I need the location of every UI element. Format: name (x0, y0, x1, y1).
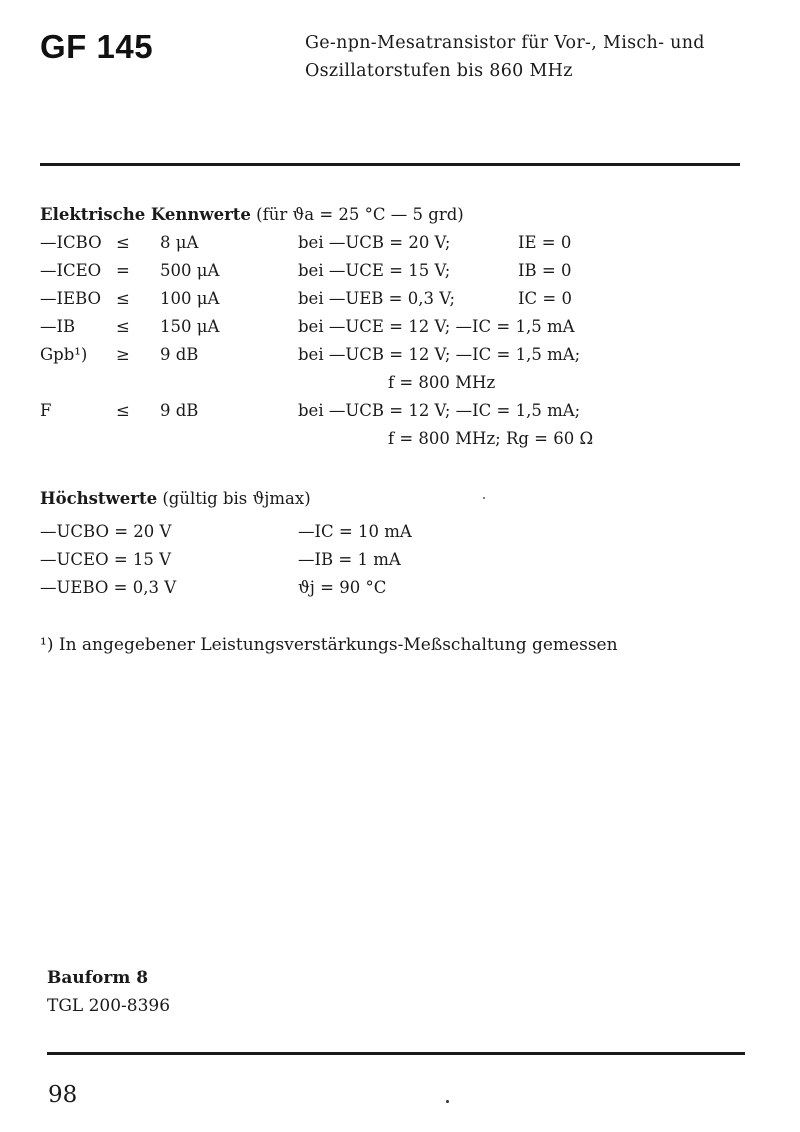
type-code-title: GF 145 (40, 28, 154, 65)
footnote: ¹) In angegebener Leistungsverstärkungs-Meßschaltung gemessen (40, 635, 618, 655)
relation-sign: = (116, 261, 130, 280)
condition-secondary: IE = 0 (518, 233, 572, 252)
max-rating-left: —UCEO = 15 V (40, 550, 172, 569)
condition-text: bei —UCB = 20 V; (298, 233, 451, 252)
relation-sign: ≤ (116, 401, 130, 420)
relation-sign: ≤ (116, 289, 130, 308)
condition-text: bei —UCB = 12 V; —IC = 1,5 mA; (298, 345, 581, 364)
max-rating-right: ϑj = 90 °C (298, 578, 387, 597)
param-value: 9 dB (160, 345, 199, 364)
electrical-heading-rest: (für ϑa = 25 °C — 5 grd) (256, 205, 464, 224)
relation-sign: ≤ (116, 317, 130, 336)
maximum-heading (40, 489, 311, 508)
description-line-1: Ge-npn-Mesatransistor für Vor-, Misch- und (305, 33, 705, 53)
param-symbol: —ICEO (40, 261, 102, 280)
condition-secondary: IC = 0 (518, 289, 572, 308)
param-symbol: —ICBO (40, 233, 102, 252)
param-value: 9 dB (160, 401, 199, 420)
condition-text: bei —UCE = 12 V; —IC = 1,5 mA (298, 317, 575, 336)
max-rating-left: —UCBO = 20 V (40, 522, 172, 541)
speck-mark (483, 497, 485, 499)
speck-mark-bottom (446, 1100, 449, 1103)
max-rating-right: —IC = 10 mA (298, 522, 412, 541)
electrical-heading (40, 205, 464, 224)
package-standard: TGL 200-8396 (47, 996, 171, 1016)
param-symbol: —IEBO (40, 289, 102, 308)
param-value: 150 μA (160, 317, 220, 336)
condition-text: bei —UCB = 12 V; —IC = 1,5 mA; (298, 401, 581, 420)
maximum-heading-bold: Höchstwerte (40, 489, 158, 508)
package-label: Bauform 8 (47, 968, 149, 988)
relation-sign: ≤ (116, 233, 130, 252)
max-rating-right: —IB = 1 mA (298, 550, 401, 569)
param-value: 100 μA (160, 289, 220, 308)
param-symbol: F (40, 401, 52, 420)
bottom-rule (47, 1052, 745, 1055)
condition-text: bei —UEB = 0,3 V; (298, 289, 456, 308)
condition-text: f = 800 MHz (388, 373, 496, 392)
relation-sign: ≥ (116, 345, 130, 364)
page-number: 98 (48, 1082, 78, 1108)
condition-secondary: IB = 0 (518, 261, 572, 280)
param-symbol: —IB (40, 317, 76, 336)
description-line-2: Oszillatorstufen bis 860 MHz (305, 61, 573, 81)
electrical-heading-bold: Elektrische Kennwerte (40, 205, 251, 224)
condition-text: bei —UCE = 15 V; (298, 261, 451, 280)
max-rating-left: —UEBO = 0,3 V (40, 578, 177, 597)
maximum-heading-rest: (gültig bis ϑjmax) (162, 489, 311, 508)
condition-text: f = 800 MHz; Rg = 60 Ω (388, 429, 594, 448)
param-symbol: Gpb¹) (40, 345, 88, 364)
top-rule (40, 163, 740, 166)
param-value: 500 μA (160, 261, 220, 280)
param-value: 8 μA (160, 233, 199, 252)
